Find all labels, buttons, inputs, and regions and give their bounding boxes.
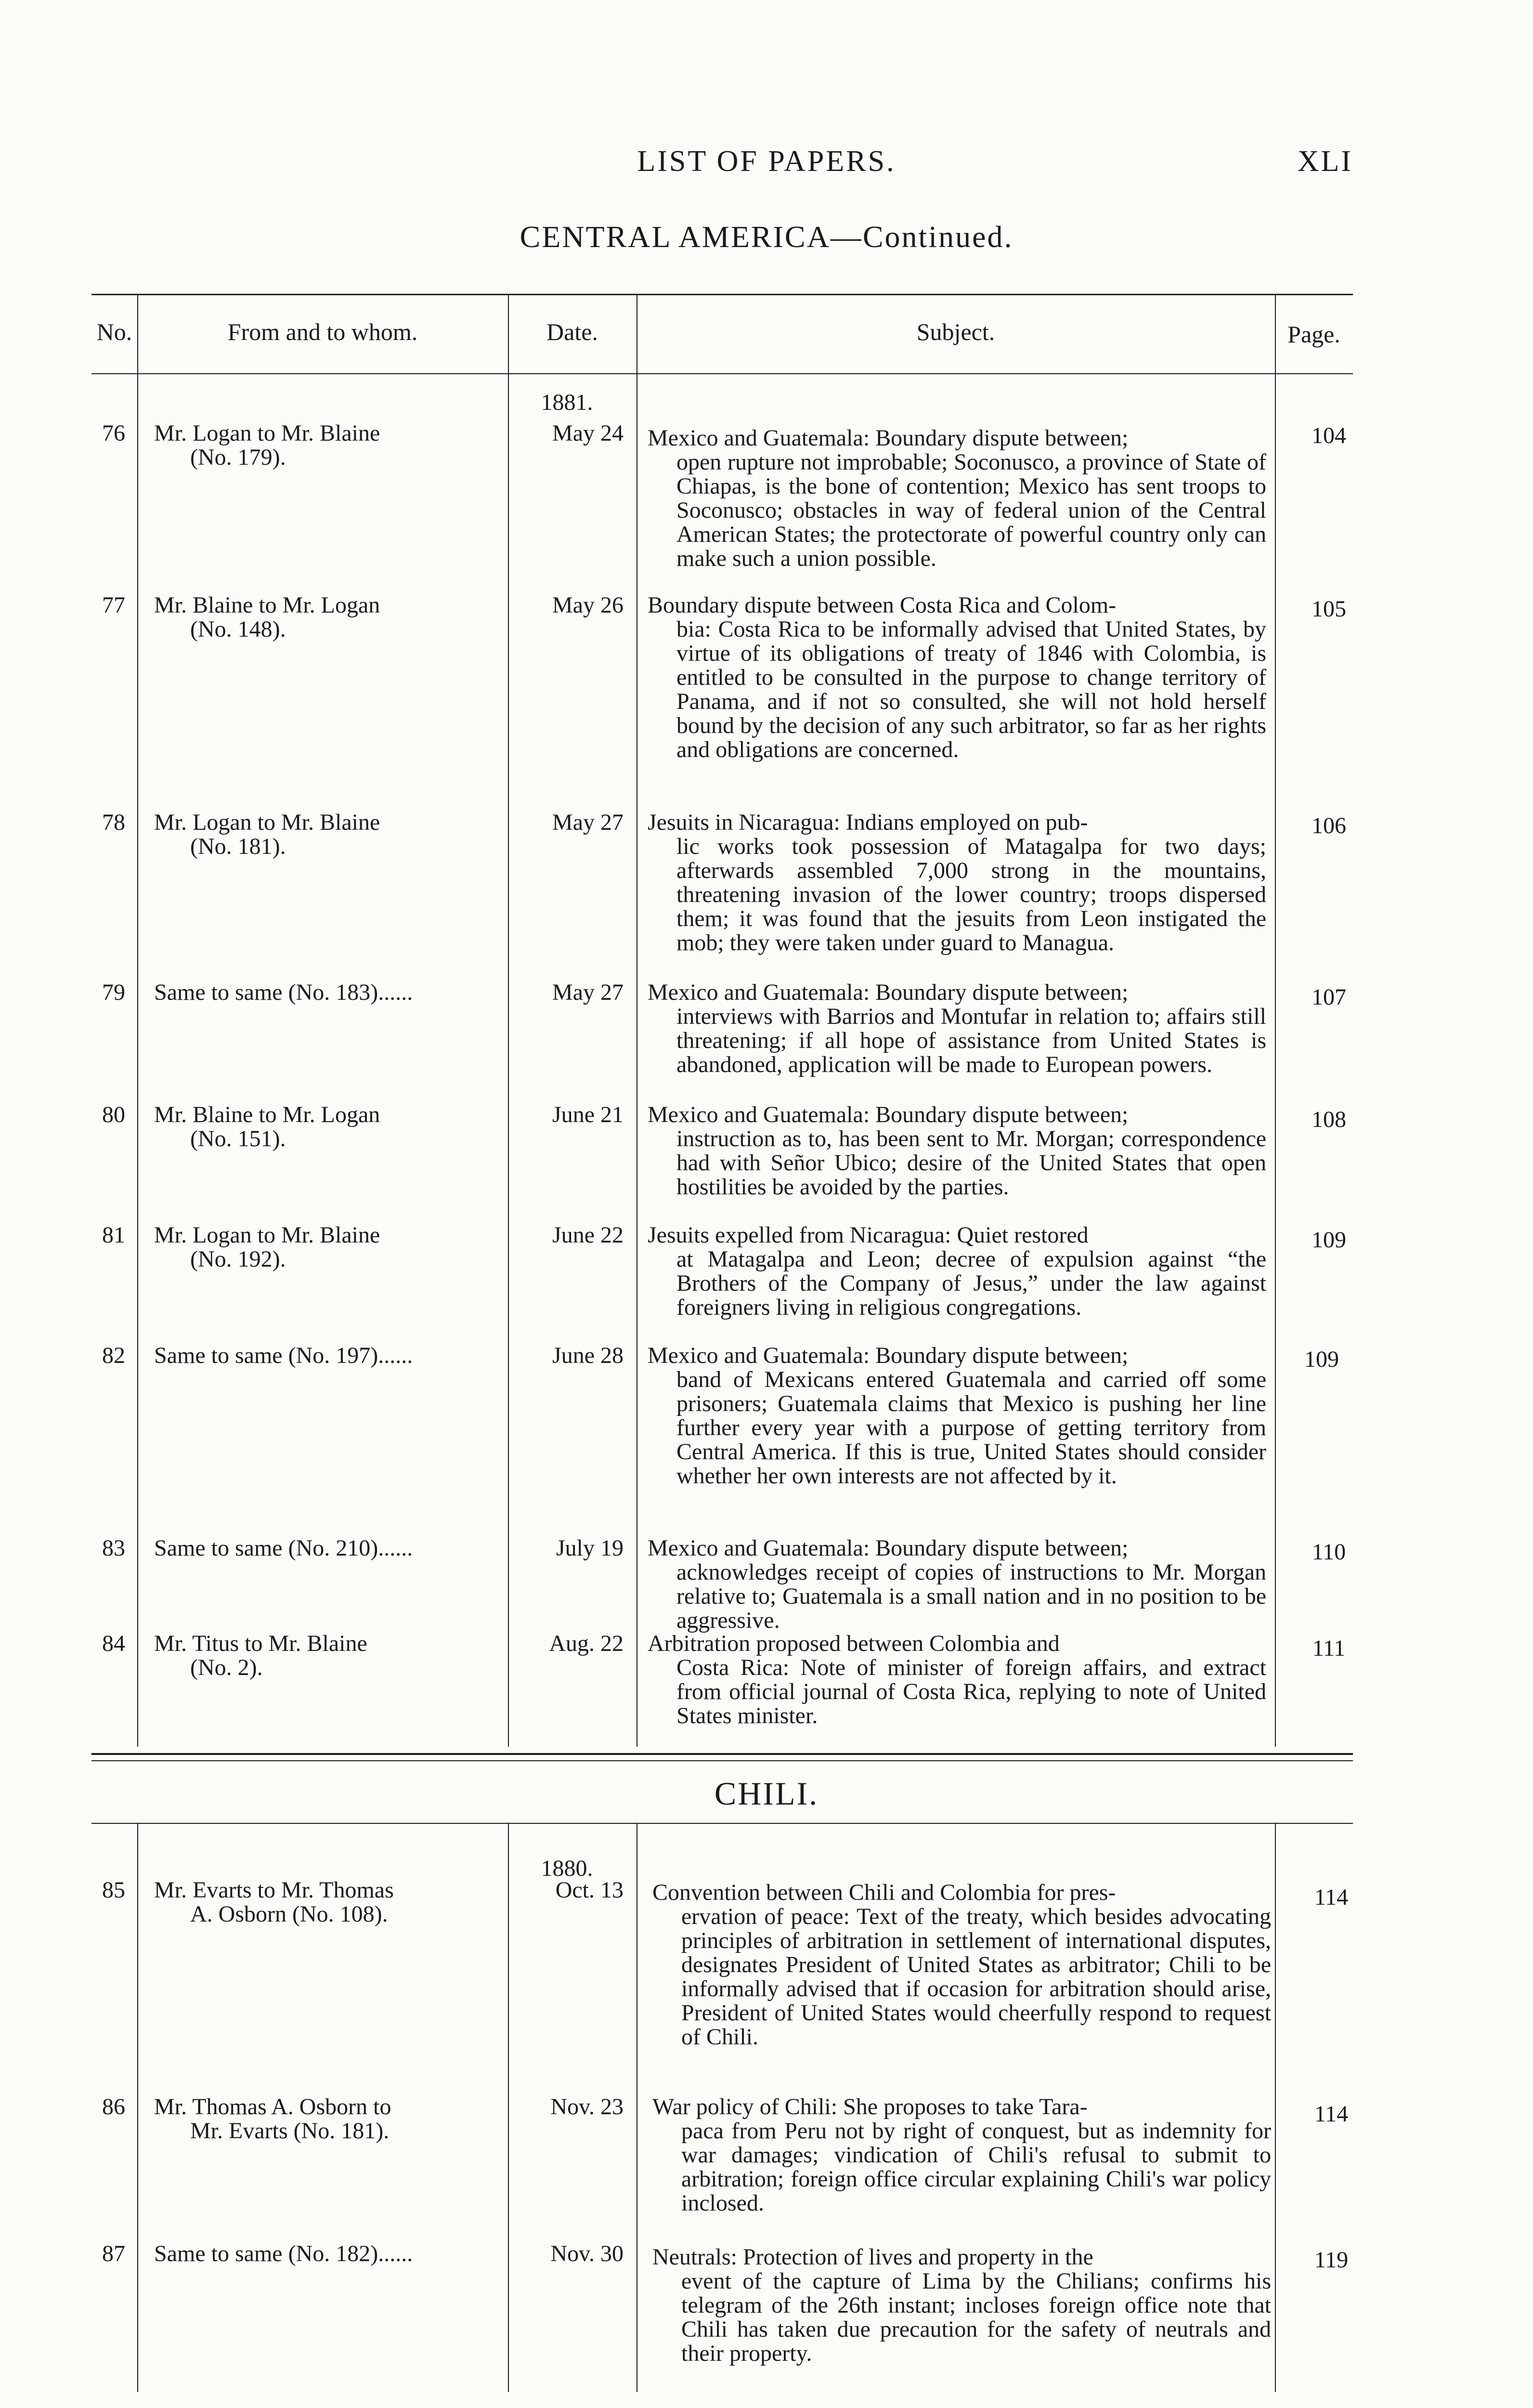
from-line: Mr. Blaine to Mr. Logan xyxy=(154,1102,380,1127)
subject-first-line: Mexico and Guatemala: Boundary dispute between; xyxy=(648,1343,1129,1368)
from-line: Same to same (No. 197)...... xyxy=(154,1343,413,1368)
row-page: 105 xyxy=(1312,596,1346,622)
running-title: LIST OF PAPERS. xyxy=(637,145,896,178)
row-date: June 28 xyxy=(552,1343,624,1368)
column-divider xyxy=(508,295,509,1747)
from-line: Mr. Logan to Mr. Blaine xyxy=(154,420,380,446)
subject-first-line: Jesuits expelled from Nicaragua: Quiet restored xyxy=(648,1222,1089,1248)
row-date: Aug. 22 xyxy=(549,1631,624,1656)
subject-continuation: ervation of peace: Text of the treaty, which besides advocating principles of arbitration in settlement of international disputes, designates President of United States as arbitrator; Chili to be informally advised that if occasion for arbitration should arise, President of United States would cheerfully respond to request of Chili. xyxy=(681,1904,1271,2050)
row-subject xyxy=(648,1632,1266,1728)
from-line: Same to same (No. 183)...... xyxy=(154,980,413,1005)
header-no: No. xyxy=(96,318,132,345)
subject-first-line: Arbitration proposed between Colombia and xyxy=(648,1631,1060,1656)
row-date: Nov. 30 xyxy=(550,2241,624,2266)
row-page: 107 xyxy=(1312,984,1346,1010)
column-divider xyxy=(137,295,138,1747)
row-from xyxy=(154,421,525,470)
subject-continuation: band of Mexicans entered Guatemala and carried off some prisoners; Guatemala claims that Mexico is pushing her line further every year with a purpose of getting territory from Central America. If this is true, United States should consider whether her own interests are not affected by it. xyxy=(676,1367,1266,1489)
row-page: 109 xyxy=(1312,1227,1346,1253)
subject-first-line: War policy of Chili: She proposes to take Tara- xyxy=(652,2094,1088,2120)
row-page: 110 xyxy=(1312,1539,1346,1565)
row-from xyxy=(154,1103,525,1151)
subject-first-line: Mexico and Guatemala: Boundary dispute between; xyxy=(648,425,1129,451)
header-subject: Subject. xyxy=(916,318,995,345)
column-divider xyxy=(137,1824,138,2392)
row-page: 111 xyxy=(1312,1636,1346,1661)
row-from xyxy=(154,2242,525,2266)
row-date: July 19 xyxy=(556,1535,624,1561)
section-title-central-america: CENTRAL AMERICA—Continued. xyxy=(520,220,1013,254)
row-subject xyxy=(648,1536,1266,1633)
row-subject xyxy=(648,1344,1266,1488)
subject-continuation: interviews with Barrios and Montufar in relation to; affairs still threatening; if all hope of assistance from United States is abandoned, application will be made to European powers. xyxy=(676,1004,1266,1077)
subject-first-line: Mexico and Guatemala: Boundary dispute between; xyxy=(648,1102,1129,1127)
row-page: 119 xyxy=(1314,2247,1349,2273)
row-date: June 22 xyxy=(552,1222,624,1248)
from-line: Mr. Logan to Mr. Blaine xyxy=(154,1222,380,1248)
row-page: 109 xyxy=(1304,1347,1339,1372)
row-date: May 27 xyxy=(552,980,624,1005)
row-number: 78 xyxy=(102,810,125,835)
row-page: 106 xyxy=(1312,813,1346,838)
from-line: Mr. Logan to Mr. Blaine xyxy=(154,810,380,835)
from-line-2: (No. 179). xyxy=(190,445,286,470)
subject-continuation: Costa Rica: Note of minister of foreign affairs, and extract from official journal of Costa Rica, replying to note of United States minister. xyxy=(676,1655,1266,1728)
row-from xyxy=(154,981,525,1005)
row-number: 76 xyxy=(102,420,125,446)
from-line: Mr. Blaine to Mr. Logan xyxy=(154,592,380,618)
row-subject xyxy=(648,1103,1266,1199)
row-from xyxy=(154,1536,525,1560)
from-line-2: (No. 148). xyxy=(190,616,286,642)
chili-top-rule xyxy=(91,1823,1353,1824)
year-label: 1881. xyxy=(541,390,593,415)
from-line-2: (No. 151). xyxy=(190,1126,286,1152)
page-number: XLI xyxy=(1297,145,1353,178)
row-number: 79 xyxy=(102,980,125,1005)
row-date: May 24 xyxy=(552,420,624,446)
row-subject xyxy=(648,981,1266,1077)
row-from xyxy=(154,593,525,641)
column-divider xyxy=(1275,1824,1276,2392)
from-line-2: (No. 2). xyxy=(190,1655,263,1680)
from-line-2: Mr. Evarts (No. 181). xyxy=(190,2118,390,2144)
from-line-2: A. Osborn (No. 108). xyxy=(190,1901,388,1927)
header-date: Date. xyxy=(546,318,598,345)
row-number: 77 xyxy=(102,592,125,618)
row-number: 87 xyxy=(102,2241,125,2266)
from-line-2: (No. 181). xyxy=(190,834,286,859)
row-from xyxy=(154,2095,525,2143)
from-line: Mr. Titus to Mr. Blaine xyxy=(154,1631,367,1656)
row-subject xyxy=(652,2095,1271,2215)
row-subject xyxy=(648,1223,1266,1320)
subject-continuation: bia: Costa Rica to be informally advised that United States, by virtue of its obligations of treaty of 1846 with Colombia, is entitled to be consulted in the purpose to change territory of Panama, and if not so consulted, she will not hold herself bound by the decision of any such arbitrator, so far as her rights and obligations are concerned. xyxy=(676,616,1266,762)
row-date: May 26 xyxy=(552,592,624,618)
subject-first-line: Mexico and Guatemala: Boundary dispute between; xyxy=(648,980,1129,1005)
column-divider xyxy=(1275,295,1276,1747)
from-line: Mr. Evarts to Mr. Thomas xyxy=(154,1877,394,1903)
row-from xyxy=(154,1878,525,1926)
subject-continuation: event of the capture of Lima by the Chilians; confirms his telegram of the 26th instant; incloses foreign office note that Chili has taken due precaution for the safety of neutrals and their property. xyxy=(681,2268,1271,2366)
row-date: May 27 xyxy=(552,810,624,835)
row-page: 108 xyxy=(1312,1107,1346,1132)
row-page: 114 xyxy=(1314,1885,1349,1910)
year-label: 1880. xyxy=(541,1856,593,1881)
section-title-chili: CHILI. xyxy=(714,1775,819,1812)
subject-continuation: open rupture not improbable; Soconusco, a province of State of Chiapas, is the bone of contention; Mexico has sent troops to Soconusco; obstacles in way of federal union of the Central American States; the protectorate of powerful country only can make such a union possible. xyxy=(676,449,1266,571)
row-subject xyxy=(648,811,1266,955)
from-line: Mr. Thomas A. Osborn to xyxy=(154,2094,391,2120)
row-subject xyxy=(652,1881,1271,2049)
row-number: 83 xyxy=(102,1535,125,1561)
subject-first-line: Convention between Chili and Colombia for pres- xyxy=(652,1880,1116,1905)
subject-continuation: paca from Peru not by right of conquest, but as indemnity for war damages; vindication of Chili's refusal to submit to arbitration; foreign office circular explaining Chili's war policy inclosed. xyxy=(681,2118,1271,2216)
row-from xyxy=(154,1344,525,1368)
row-subject xyxy=(648,426,1266,571)
row-from xyxy=(154,811,525,859)
row-from xyxy=(154,1223,525,1271)
row-number: 84 xyxy=(102,1631,125,1656)
row-date: June 21 xyxy=(552,1102,624,1127)
subject-continuation: at Matagalpa and Leon; decree of expulsion against “the Brothers of the Company of Jesus,” under the law against foreigners living in religious congregations. xyxy=(676,1246,1266,1320)
subject-continuation: lic works took possession of Matagalpa for two days; afterwards assembled 7,000 strong in the mountains, threatening invasion of the lower country; troops dispersed them; it was found that the jesuits from Leon instigated the mob; they were taken under guard to Managua. xyxy=(676,834,1266,955)
row-page: 114 xyxy=(1314,2101,1349,2127)
from-line: Same to same (No. 210)...... xyxy=(154,1535,413,1561)
row-page: 104 xyxy=(1312,423,1346,448)
row-number: 82 xyxy=(102,1343,125,1368)
table-bottom-rule-inner xyxy=(91,1760,1353,1761)
subject-continuation: instruction as to, has been sent to Mr. Morgan; correspondence had with Señor Ubico; desire of the United States that open hostilities be avoided by the parties. xyxy=(676,1126,1266,1200)
row-date: Nov. 23 xyxy=(550,2094,624,2120)
row-subject xyxy=(652,2245,1271,2366)
header-bottom-rule xyxy=(91,373,1353,374)
row-number: 81 xyxy=(102,1222,125,1248)
from-line: Same to same (No. 182)...... xyxy=(154,2241,413,2266)
row-number: 86 xyxy=(102,2094,125,2120)
row-date: Oct. 13 xyxy=(555,1877,624,1903)
row-number: 80 xyxy=(102,1102,125,1127)
table-bottom-rule xyxy=(91,1753,1353,1755)
subject-first-line: Neutrals: Protection of lives and property in the xyxy=(652,2244,1093,2270)
subject-continuation: acknowledges receipt of copies of instructions to Mr. Morgan relative to; Guatemala is a small nation and in no position to be aggressive. xyxy=(676,1559,1266,1633)
subject-first-line: Boundary dispute between Costa Rica and Colom- xyxy=(648,592,1117,618)
header-page: Page. xyxy=(1287,321,1340,348)
header-from: From and to whom. xyxy=(227,318,418,345)
table-top-rule xyxy=(91,294,1353,295)
subject-first-line: Mexico and Guatemala: Boundary dispute between; xyxy=(648,1535,1129,1561)
subject-first-line: Jesuits in Nicaragua: Indians employed on pub- xyxy=(648,810,1088,835)
from-line-2: (No. 192). xyxy=(190,1246,286,1272)
row-number: 85 xyxy=(102,1877,125,1903)
row-from xyxy=(154,1632,525,1680)
row-subject xyxy=(648,593,1266,762)
